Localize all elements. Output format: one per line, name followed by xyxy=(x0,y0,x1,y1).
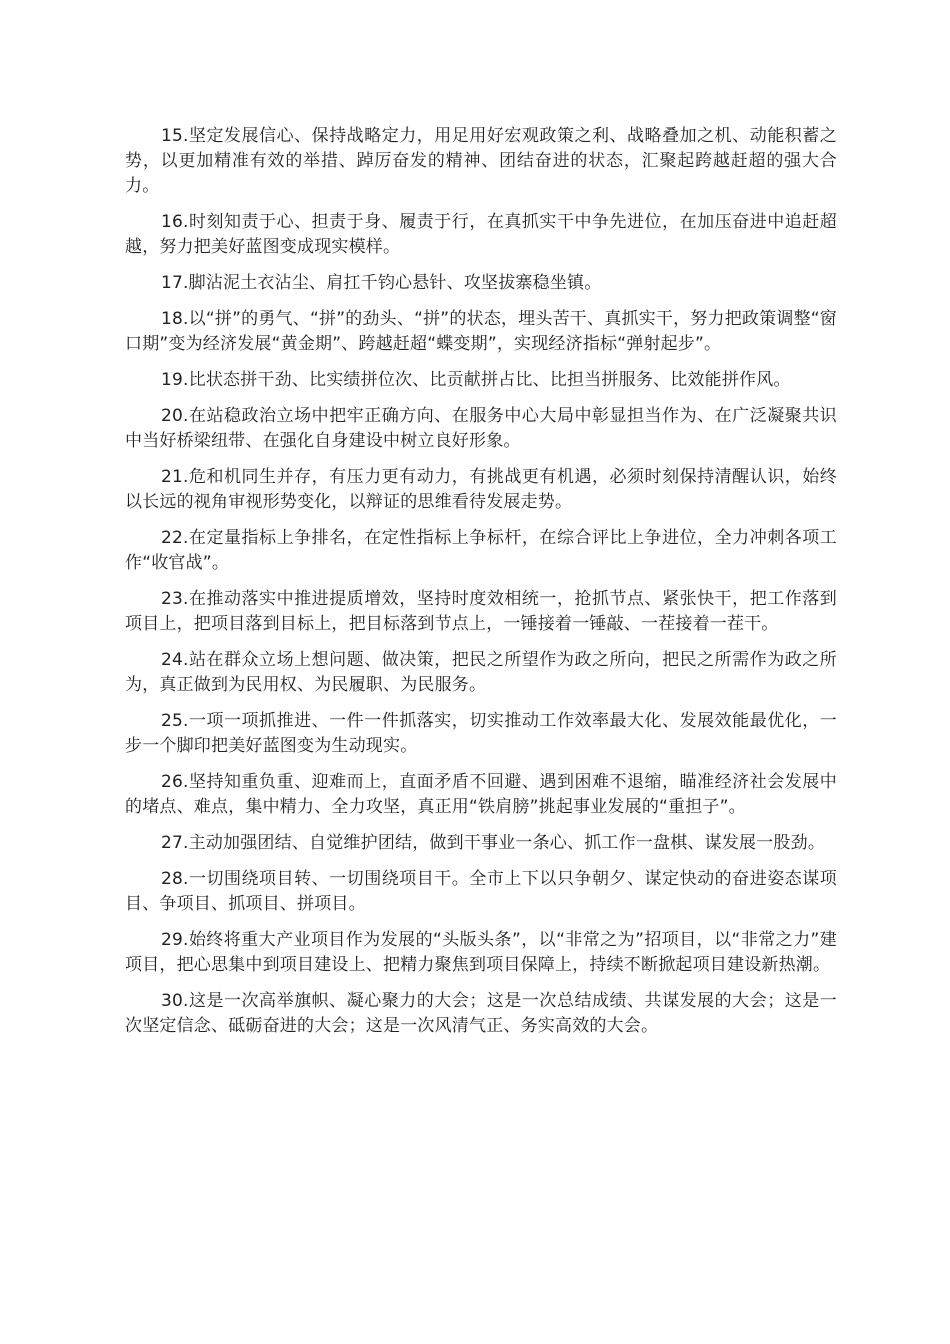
paragraph-29: 29.始终将重大产业项目作为发展的“头版头条”，以“非常之为”招项目，以“非常之力”建项目，把心思集中到项目建设上、把精力聚焦到项目保障上，持续不断掀起项目建设新热潮。 xyxy=(125,930,837,975)
paragraph-15: 15.坚定发展信心、保持战略定力，用足用好宏观政策之利、战略叠加之机、动能积蓄之势，以更加精准有效的举措、踔厉奋发的精神、团结奋进的状态，汇聚起跨越赶超的强大合力。 xyxy=(125,126,837,196)
document-body xyxy=(125,124,837,1050)
paragraph-30: 30.这是一次高举旗帜、凝心聚力的大会；这是一次总结成绩、共谋发展的大会；这是一次坚定信念、砥砺奋进的大会；这是一次风清气正、务实高效的大会。 xyxy=(125,991,837,1036)
paragraph-20: 20.在站稳政治立场中把牢正确方向、在服务中心大局中彰显担当作为、在广泛凝聚共识中当好桥梁纽带、在强化自身建设中树立良好形象。 xyxy=(125,406,837,451)
paragraph-22: 22.在定量指标上争排名，在定性指标上争标杆，在综合评比上争进位，全力冲刺各项工作“收官战”。 xyxy=(125,528,837,573)
paragraph-27: 27.主动加强团结、自觉维护团结，做到干事业一条心、抓工作一盘棋、谋发展一股劲。 xyxy=(161,833,826,853)
paragraph-26: 26.坚持知重负重、迎难而上，直面矛盾不回避、遇到困难不退缩，瞄准经济社会发展中的堵点、难点，集中精力、全力攻坚，真正用“铁肩膀”挑起事业发展的“重担子”。 xyxy=(125,772,837,817)
paragraph-18: 18.以“拼”的勇气、“拼”的劲头、“拼”的状态，埋头苦干、真抓实干，努力把政策调整“窗口期”变为经济发展“黄金期”、跨越赶超“蝶变期”，实现经济指标“弹射起步”。 xyxy=(125,309,837,354)
paragraph-25: 25.一项一项抓推进、一件一件抓落实，切实推动工作效率最大化、发展效能最优化，一步一个脚印把美好蓝图变为生动现实。 xyxy=(125,711,837,756)
paragraph-17: 17.脚沾泥土衣沾尘、肩扛千钧心悬针、攻坚拔寨稳坐镇。 xyxy=(161,273,602,293)
paragraph-21: 21.危和机同生并存，有压力更有动力，有挑战更有机遇，必须时刻保持清醒认识，始终以长远的视角审视形势变化，以辩证的思维看待发展走势。 xyxy=(125,467,837,512)
paragraph-19: 19.比状态拼干劲、比实绩拼位次、比贡献拼占比、比担当拼服务、比效能拼作风。 xyxy=(161,370,791,390)
paragraph-28: 28.一切围绕项目转、一切围绕项目干。全市上下以只争朝夕、谋定快动的奋进姿态谋项目、争项目、抓项目、拼项目。 xyxy=(125,869,837,914)
paragraph-24: 24.站在群众立场上想问题、做决策，把民之所望作为政之所向，把民之所需作为政之所为，真正做到为民用权、为民履职、为民服务。 xyxy=(125,650,837,695)
paragraph-16: 16.时刻知责于心、担责于身、履责于行，在真抓实干中争先进位，在加压奋进中追赶超越，努力把美好蓝图变成现实模样。 xyxy=(125,212,837,257)
paragraph-23: 23.在推动落实中推进提质增效，坚持时度效相统一，抢抓节点、紧张快干，把工作落到项目上，把项目落到目标上，把目标落到节点上，一锤接着一锤敲、一茬接着一茬干。 xyxy=(125,589,837,634)
